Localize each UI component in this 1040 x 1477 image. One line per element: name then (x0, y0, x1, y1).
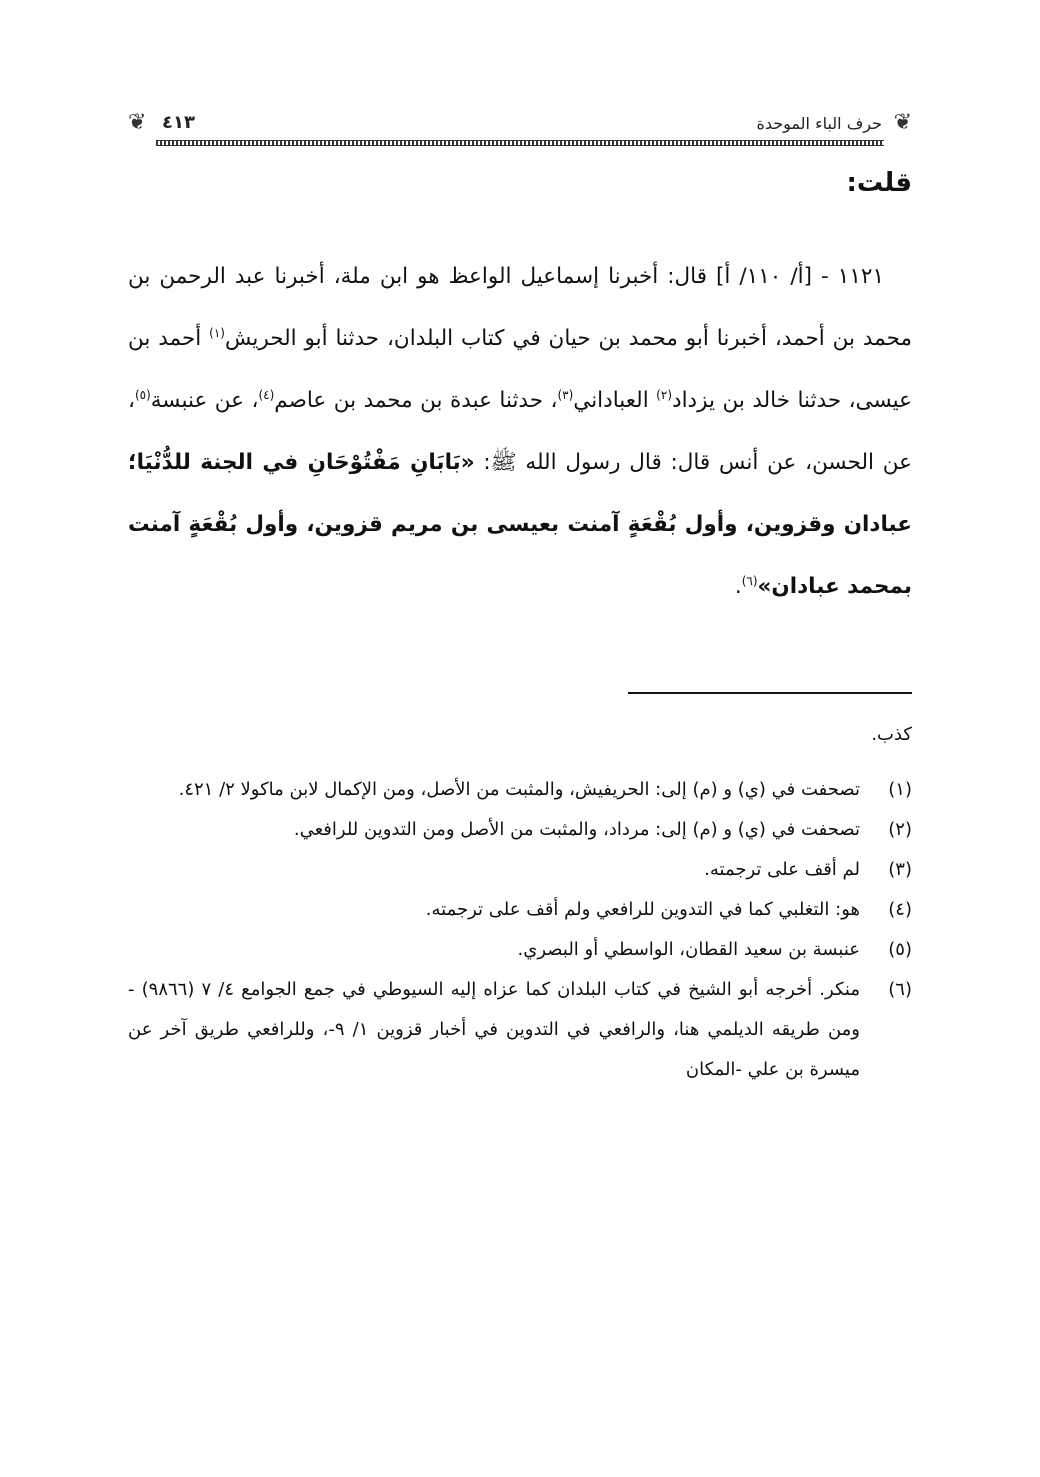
running-title: حرف الباء الموحدة (756, 114, 882, 133)
footnote-ref: (٤) (258, 387, 275, 402)
footnote-ref: (٢) (656, 387, 672, 402)
page-number: ٤١٣ (162, 112, 195, 133)
footnote-continuation: كذب. (871, 724, 912, 745)
footnote-number: (١) (888, 779, 912, 800)
hadith-paragraph (128, 246, 912, 618)
footnote-text: منكر. أخرجه أبو الشيخ في كتاب البلدان كما عزاه إليه السيوطي في جمع الجوامع ٤/ ٧ (٩٨٦٦) - ومن طريقه الديلمي هنا، والرافعي في التدوين في أخبار قزوين ١/ ٩-، وللرافعي طريق آخر عن ميسرة بن علي -المكان (128, 979, 860, 1080)
footnote-ref: (١) (209, 325, 225, 340)
footnote-ref: (٦) (741, 573, 758, 588)
footnote-item (128, 930, 912, 970)
footnote-text: لم أقف على ترجمته. (704, 859, 860, 880)
hadith-matn: «بَابَانِ مَفْتُوْحَانِ في الجنة للدُّنْيَا؛ عبادان وقزوين، وأول بُقْعَةٍ آمنت بعيسى بن مريم قزوين، وأول بُقْعَةٍ آمنت بمحمد عبادان» (128, 450, 912, 599)
hadith-text: ، حدثنا عبدة بن محمد بن عاصم (274, 388, 558, 413)
footnote-text: تصحفت في (ي) و (م) إلى: الحريفيش، والمثبت من الأصل، ومن الإكمال لابن ماكولا ٢/ ٤٢١. (178, 779, 860, 800)
ornament-icon: ❦ (128, 110, 147, 135)
hadith-text: ، عن عنبسة (150, 388, 259, 413)
section-heading: قلت: (846, 168, 912, 198)
footnote-item (128, 970, 912, 1090)
footnote-separator (628, 692, 912, 694)
hadith-number: ١١٢١ - [أ/ ١١٠/ أ] (716, 264, 884, 289)
footnote-number: (٢) (888, 819, 912, 840)
footnotes (128, 770, 912, 1090)
footnote-number: (٥) (888, 939, 912, 960)
footnote-item (128, 810, 912, 850)
footnote-item (128, 770, 912, 810)
hadith-text: العباداني (573, 388, 657, 413)
footnote-item (128, 890, 912, 930)
footnote-item (128, 850, 912, 890)
footnote-text: هو: التغلبي كما في التدوين للرافعي ولم أقف على ترجمته. (425, 899, 860, 920)
footnote-number: (٣) (888, 859, 912, 880)
header-rule (156, 140, 884, 146)
ornament-icon: ❦ (893, 110, 912, 135)
footnote-number: (٤) (888, 899, 912, 920)
footnote-ref: (٥) (134, 387, 151, 402)
footnote-number: (٦) (888, 979, 912, 1000)
hadith-text: ، عن الحسن، عن أنس قال: قال رسول الله ﷺ: (128, 388, 912, 475)
hadith-text: أحمد بن عيسى، حدثنا خالد بن يزداد (128, 326, 912, 413)
hadith-end: . (734, 574, 742, 599)
footnote-ref: (٣) (557, 387, 574, 402)
page-header (128, 102, 912, 146)
hadith-text: قال: أخبرنا إسماعيل الواعظ هو ابن ملة، أخبرنا عبد الرحمن بن محمد بن أحمد، أخبرنا أبو محمد بن حيان في كتاب البلدان، حدثنا أبو الحريش (128, 264, 913, 351)
footnote-text: عنبسة بن سعيد القطان، الواسطي أو البصري. (517, 939, 860, 960)
footnote-text: تصحفت في (ي) و (م) إلى: مرداد، والمثبت من الأصل ومن التدوين للرافعي. (293, 819, 860, 840)
